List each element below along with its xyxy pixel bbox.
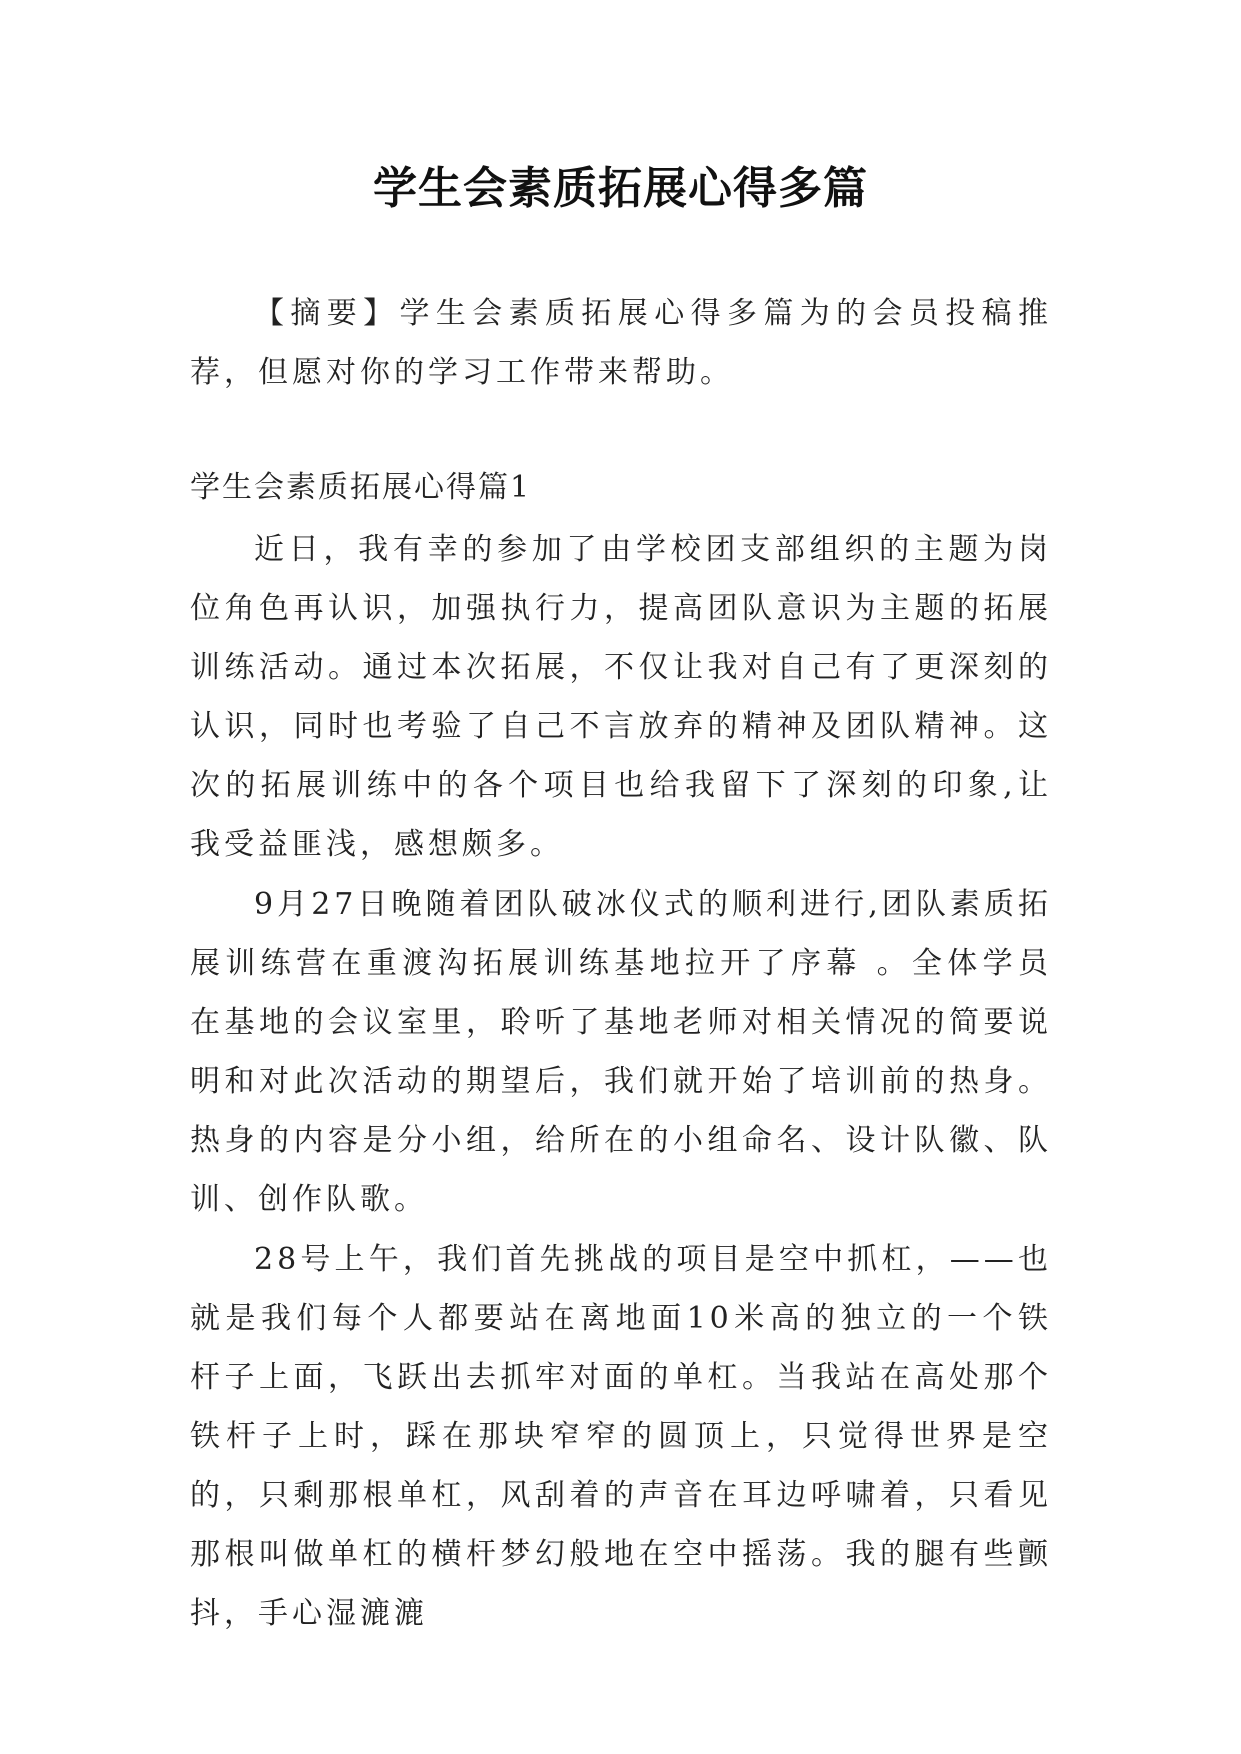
section-heading: 学生会素质拓展心得篇1 bbox=[190, 470, 532, 505]
abstract-text: 【摘要】学生会素质拓展心得多篇为的会员投稿推荐，但愿对你的学习工作带来帮助。 bbox=[190, 296, 1052, 390]
abstract-block bbox=[190, 284, 1052, 402]
paragraph: 28号上午，我们首先挑战的项目是空中抓杠，——也就是我们每个人都要站在离地面10米高的独立的一个铁杆子上面，飞跃出去抓牢对面的单杠。当我站在高处那个铁杆子上时，踩在那块窄窄的圆顶上，只觉得世界是空的，只剩那根单杠，风刮着的声音在耳边呼啸着，只看见那根叫做单杠的横杆梦幻般地在空中摇荡。我的腿有些颤抖，手心湿漉漉 bbox=[190, 1242, 1052, 1631]
document-title: 学生会素质拓展心得多篇 bbox=[373, 163, 868, 214]
article-body bbox=[190, 520, 1052, 1644]
paragraph: 近日，我有幸的参加了由学校团支部组织的主题为岗位角色再认识，加强执行力，提高团队意识为主题的拓展训练活动。通过本次拓展，不仅让我对自己有了更深刻的认识，同时也考验了自己不言放弃的精神及团队精神。这次的拓展训练中的各个项目也给我留下了深刻的印象,让我受益匪浅，感想颇多。 bbox=[190, 532, 1052, 862]
paragraph: 9月27日晚随着团队破冰仪式的顺利进行,团队素质拓展训练营在重渡沟拓展训练基地拉开了序幕 。全体学员在基地的会议室里，聆听了基地老师对相关情况的简要说明和对此次活动的期望后，我们就开始了培训前的热身。热身的内容是分小组，给所在的小组命名、设计队徽、队训、创作队歌。 bbox=[190, 887, 1052, 1217]
